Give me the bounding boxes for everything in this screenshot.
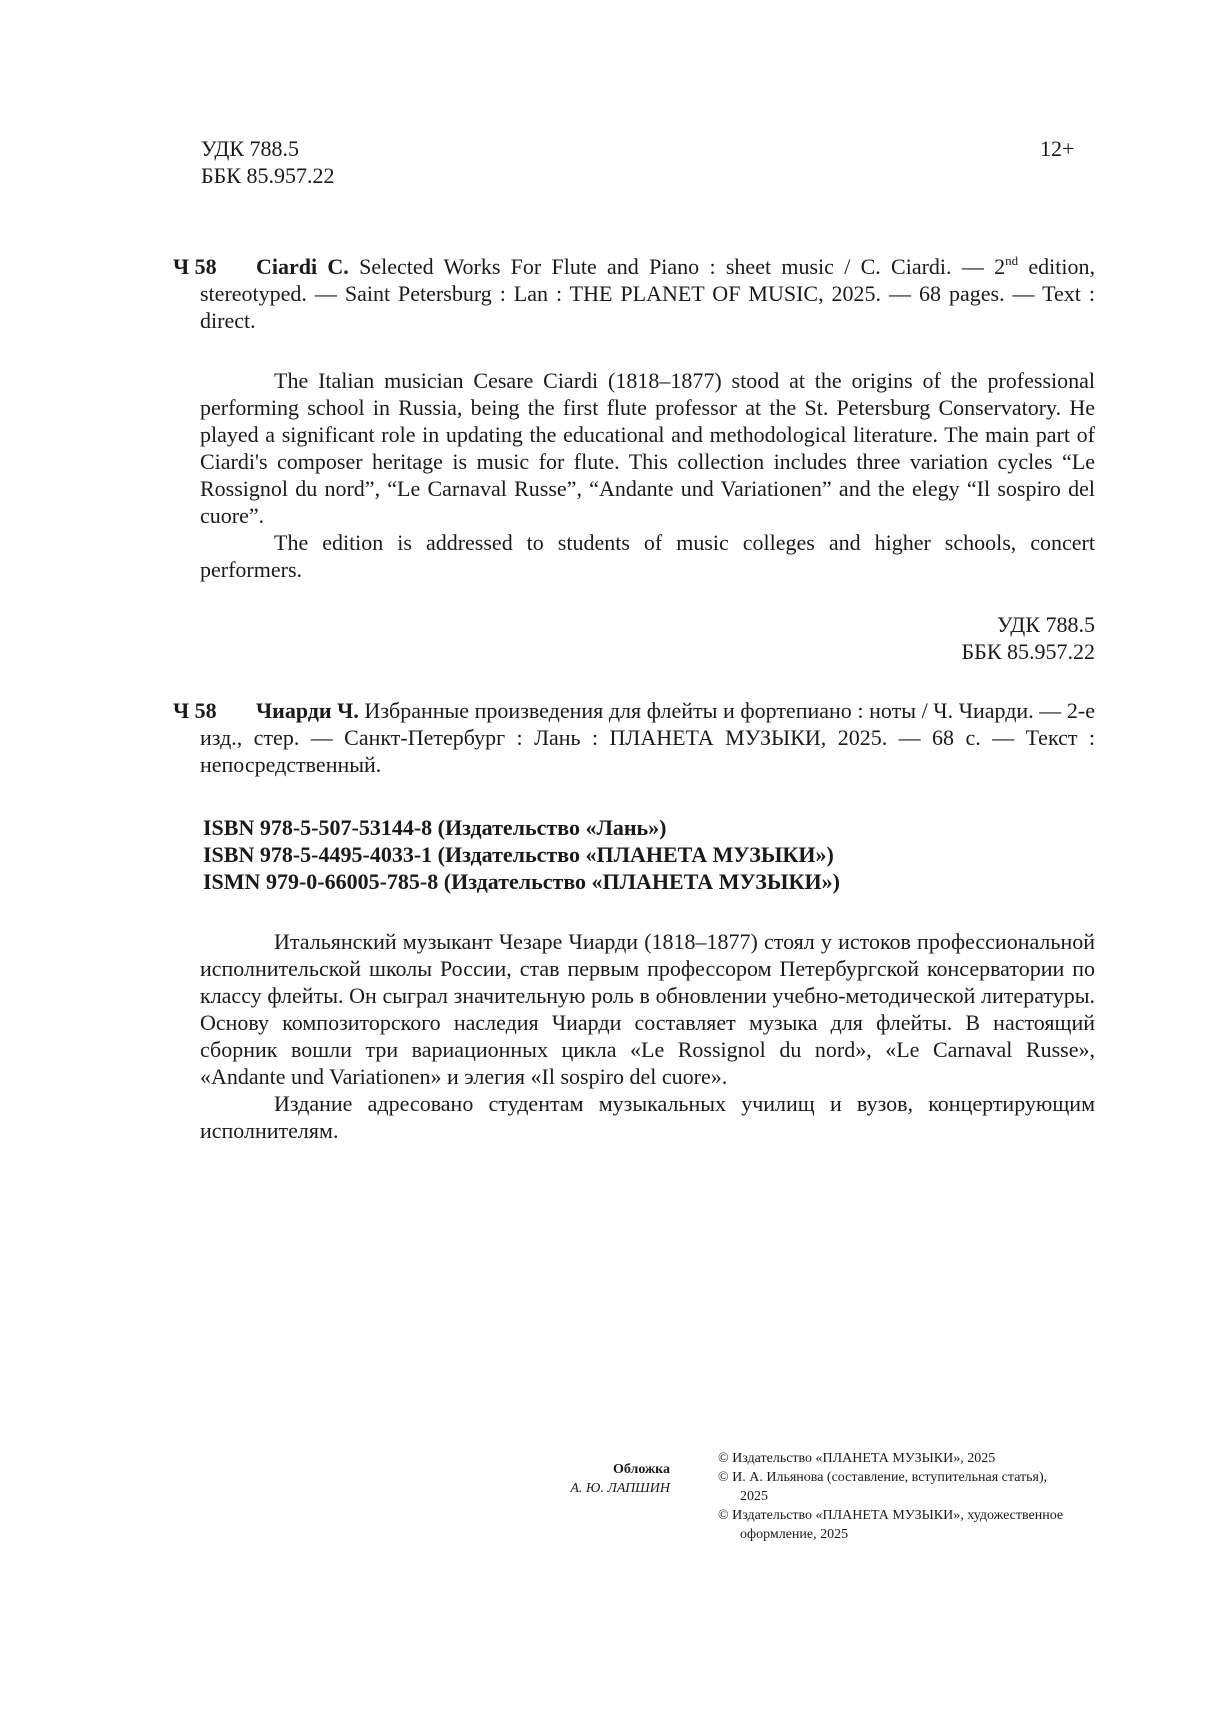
copyright-line-2: © И. А. Ильянова (составление, вступительная статья), 2025: [718, 1470, 1048, 1504]
catalog-entry-en: [200, 253, 1095, 334]
copyright-line-3: © Издательство «ПЛАНЕТА МУЗЫКИ», художественное оформление, 2025: [718, 1508, 1064, 1542]
abstract-en-paragraph-2: The edition is addressed to students of music colleges and higher schools, concert performers.: [200, 530, 1095, 582]
catalog-code-ru: Ч 58: [173, 698, 217, 723]
cover-label: Обложка: [612, 1462, 670, 1477]
copyright-block: [718, 1449, 1078, 1544]
copyright-line-1: © Издательство «ПЛАНЕТА МУЗЫКИ», 2025: [718, 1451, 996, 1466]
ismn-planet: ISMN 979-0-66005-785-8 (Издательство «ПЛАНЕТА МУЗЫКИ»): [203, 869, 840, 894]
cover-designer: А. Ю. ЛАПШИН: [570, 1481, 670, 1496]
abstract-ru-paragraph-1: Итальянский музыкант Чезаре Чиарди (1818–1877) стоял у истоков профессиональной исполнительской школы России, став первым профессором Петербургской консерватории по классу флейты. Он сыграл значительную роль в обновлении учебно-методической литературы. Основу композиторского наследия Чиарди составляет музыка для флейты. В настоящий сборник вошли три вариационных цикла «Le Rossignol du nord», «Le Carnaval Russe», «Andante und Variationen» и элегия «Il sospiro del cuore».: [200, 929, 1095, 1089]
isbn-block: [203, 814, 1103, 895]
top-classification: [201, 135, 334, 189]
entry-ru-text: Избранные произведения для флейты и фортепиано : ноты / Ч. Чиарди. — 2-е изд., стер. — Санкт-Петербург : Лань : ПЛАНЕТА МУЗЫКИ, 2025. — 68 с. — Текст : непосредственный.: [200, 698, 1096, 777]
entry-en-part2: edition, stereotyped. — Saint Petersburg : Lan : THE PLANET OF MUSIC, 2025. — 68 pages. — Text : direct.: [200, 254, 1095, 333]
catalog-code-en: Ч 58: [173, 254, 217, 279]
isbn-planet: ISBN 978-5-4495-4033-1 (Издательство «ПЛАНЕТА МУЗЫКИ»): [203, 842, 834, 867]
udk-code-en: УДК 788.5: [996, 612, 1095, 637]
cover-credit: [520, 1460, 670, 1498]
abstract-ru: [200, 928, 1095, 1144]
entry-en-part1: Selected Works For Flute and Piano : sheet music / C. Ciardi. — 2: [348, 254, 1006, 279]
bbk-code-en: ББК 85.957.22: [961, 639, 1095, 664]
catalog-entry-ru: [200, 697, 1095, 778]
author-en: Ciardi C.: [256, 254, 349, 279]
abstract-en-paragraph-1: The Italian musician Cesare Ciardi (1818–1877) stood at the origins of the professional performing school in Russia, being the first flute professor at the St. Petersburg Conservatory. He played a significant role in updating the educational and methodological literature. The main part of Ciardi's composer heritage is music for flute. This collection includes three variation cycles “Le Rossignol du nord”, “Le Carnaval Russe”, “Andante und Variationen” and the elegy “Il sospiro del cuore”.: [200, 368, 1095, 528]
author-ru: Чиарди Ч.: [256, 698, 359, 723]
bbk-code: ББК 85.957.22: [201, 163, 335, 188]
isbn-lan: ISBN 978-5-507-53144-8 (Издательство «Лань»): [203, 815, 667, 840]
udk-code: УДК 788.5: [201, 136, 300, 161]
age-rating: 12+: [1040, 136, 1075, 161]
abstract-en: [200, 367, 1095, 583]
edition-superscript: nd: [1005, 253, 1019, 268]
abstract-ru-paragraph-2: Издание адресовано студентам музыкальных училищ и вузов, концертирующим исполнителям.: [200, 1091, 1095, 1143]
classification-en: [850, 611, 1095, 665]
